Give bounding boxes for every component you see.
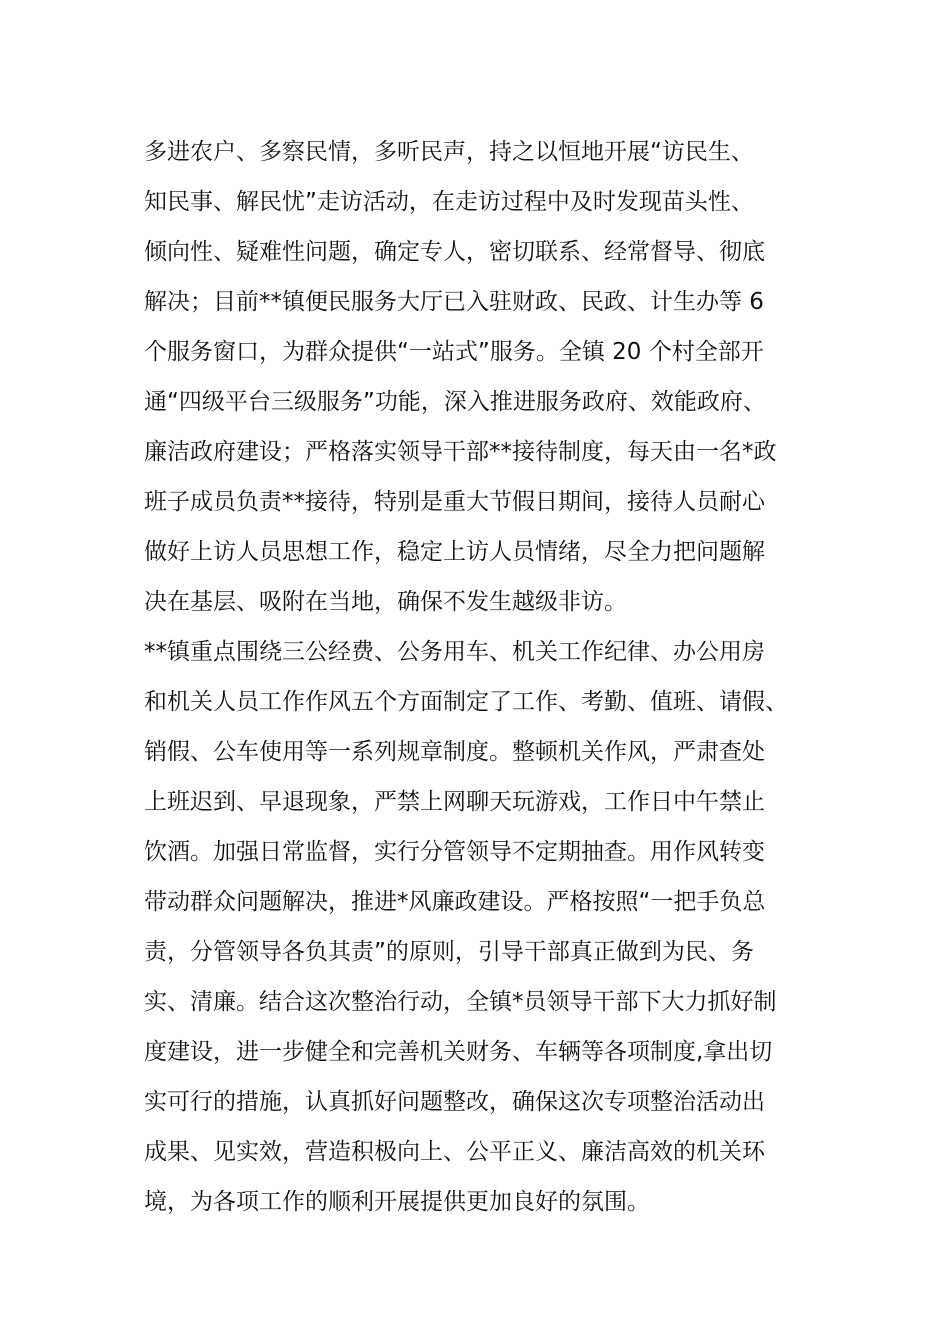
text-line-14: 上班迟到、早退现象，严禁上网聊天玩游戏，工作日中午禁止 — [144, 789, 765, 815]
text-line-6: 通“四级平台三级服务”功能，深入推进服务政府、效能政府、 — [144, 389, 766, 415]
text-line-18: 实、清廉。结合这次整治行动，全镇*员领导干部下大力抓好制 — [144, 989, 777, 1015]
document-body — [144, 127, 834, 1227]
text-line-7: 廉洁政府建设；严格落实领导干部**接待制度，每天由一名*政 — [144, 439, 777, 465]
text-line-12: 和机关人员工作作风五个方面制定了工作、考勤、值班、请假、 — [144, 689, 788, 715]
text-line-21: 成果、见实效，营造积极向上、公平正义、廉洁高效的机关环 — [144, 1139, 765, 1165]
text-line-5: 个服务窗口，为群众提供“一站式”服务。全镇 20 个村全部开 — [144, 339, 764, 365]
text-line-4: 解决；目前**镇便民服务大厅已入驻财政、民政、计生办等 6 — [144, 289, 764, 315]
text-line-11: **镇重点围绕三公经费、公务用车、机关工作纪律、办公用房 — [144, 639, 765, 665]
text-line-8: 班子成员负责**接待，特别是重大节假日期间，接待人员耐心 — [144, 489, 765, 515]
text-line-16: 带动群众问题解决，推进*风廉政建设。严格按照“一把手负总 — [144, 889, 766, 915]
text-line-20: 实可行的措施，认真抓好问题整改，确保这次专项整治活动出 — [144, 1089, 765, 1115]
text-line-1: 多进农户、多察民情，多听民声，持之以恒地开展“访民生、 — [144, 139, 754, 165]
text-line-19: 度建设，进一步健全和完善机关财务、车辆等各项制度,拿出切 — [144, 1039, 773, 1065]
text-line-3: 倾向性、疑难性问题，确定专人，密切联系、经常督导、彻底 — [144, 239, 765, 265]
text-line-17: 责，分管领导各负其责”的原则，引导干部真正做到为民、务 — [144, 939, 754, 965]
text-line-22: 境，为各项工作的顺利开展提供更加良好的氛围。 — [144, 1189, 650, 1215]
text-line-13: 销假、公车使用等一系列规章制度。整顿机关作风，严肃查处 — [144, 739, 765, 765]
text-line-10: 决在基层、吸附在当地，确保不发生越级非访。 — [144, 589, 627, 615]
text-line-9: 做好上访人员思想工作，稳定上访人员情绪，尽全力把问题解 — [144, 539, 765, 565]
text-line-15: 饮酒。加强日常监督，实行分管领导不定期抽查。用作风转变 — [144, 839, 765, 865]
text-line-2: 知民事、解民忧”走访活动，在走访过程中及时发现苗头性、 — [144, 189, 754, 215]
